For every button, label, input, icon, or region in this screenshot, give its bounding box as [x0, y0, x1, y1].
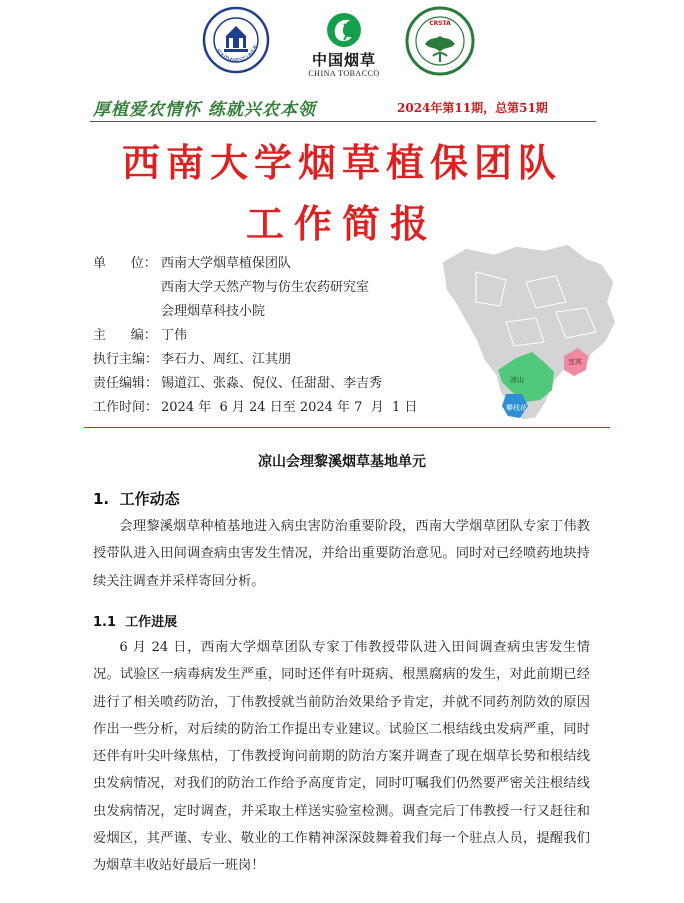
map-label-liangshan: 凉山: [510, 376, 524, 384]
heading-work-updates: 1. 工作动态: [93, 490, 180, 508]
header-rule: [90, 121, 596, 122]
china-tobacco-en: CHINA TOBACCO: [308, 69, 380, 78]
unit-2: 西南大学天然产物与仿生农药研究室: [161, 280, 370, 295]
work-time: 2024 年 6 月 24 日至 2024 年 7 月 1 日: [161, 400, 418, 415]
editor: 丁伟: [161, 328, 188, 343]
resp-label: 责任编辑：: [93, 376, 159, 391]
unit-3: 会理烟草科技小院: [161, 304, 266, 319]
divider-rule: [84, 427, 610, 428]
exec-editors: 李石力、周红、江其朋: [161, 352, 292, 367]
info-resp: [93, 375, 382, 393]
heading-work-progress: 1.1 工作进展: [93, 615, 178, 630]
exec-label: 执行主编：: [93, 352, 159, 367]
info-exec: [93, 351, 291, 369]
slogan: 厚植爱农情怀 练就兴农本领: [93, 100, 316, 120]
info-time: [93, 399, 417, 417]
crsta-text: CRSTA: [429, 20, 451, 27]
section-title: 凉山会理黎溪烟草基地单元: [258, 454, 426, 470]
main-title: 西南大学烟草植保团队: [121, 140, 562, 185]
map-label-panzhihua: 攀枝花: [506, 404, 527, 412]
map-label-yibin: 宜宾: [568, 358, 582, 366]
paragraph-updates: 会理黎溪烟草种植基地进入病虫害防治重要阶段，西南大学烟草团队专家丁伟教授带队进入田间调查病虫害发生情况，并给出重要防治意见。同时对已经喷药地块持续关注调查并采样寄回分析。: [93, 519, 590, 589]
southwest-university-logo: [202, 6, 270, 74]
issue-number: 2024年第11期，总第51期: [397, 101, 548, 115]
university-name: SOUTHWEST UNIVE: [214, 44, 261, 65]
editor-label: 主 编：: [93, 328, 157, 343]
paragraph-progress: 6 月 24 日，西南大学烟草团队专家丁伟教授带队进入田间调查病虫害发生情况。试验区一病毒病发生严重，同时还伴有叶斑病、根黑腐病的发生，对此前期已经进行了相关喷药防治，丁伟教授就当前防治效果给予肯定，并就不同药剂防效的原因作出一些分析，对后续的防治工作提出专业建议。试验区二根结线虫发病严重，同时还伴有叶尖叶缘焦枯，丁伟教授询问前期的防治方案并调查了现在烟草长势和根结线虫发病情况，对我们的防治工作给予高度肯定，同时叮嘱我们仍然要严密关注根结线虫发病情况，定时调查，并采取土样送实验室检测。调查完后丁伟教授一行又赶往和爱烟区，其严谨、专业、敬业的工作精神深深鼓舞着我们每一个驻点人员，提醒我们为烟草丰收站好最后一班岗！: [93, 640, 590, 874]
info-editor: [93, 327, 187, 345]
sichuan-map: [436, 242, 622, 426]
info-unit: [93, 255, 291, 273]
sub-title: 工作简报: [245, 201, 438, 246]
china-tobacco-cn: 中国烟草: [311, 51, 376, 69]
unit-label: 单 位：: [93, 256, 157, 271]
time-label: 工作时间：: [93, 400, 159, 415]
unit-1: 西南大学烟草植保团队: [161, 256, 292, 271]
crsta-logo: [405, 6, 475, 76]
resp-editors: 锡道江、张淼、倪仪、任甜甜、李吉秀: [161, 376, 383, 391]
